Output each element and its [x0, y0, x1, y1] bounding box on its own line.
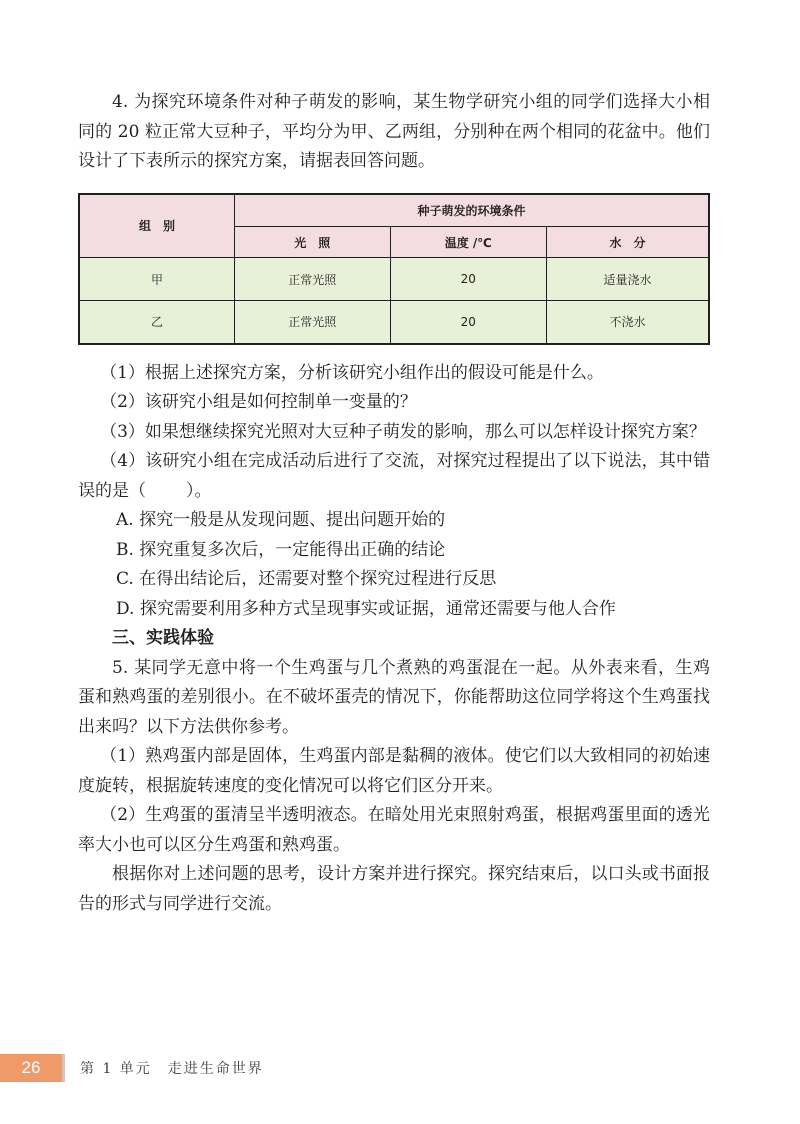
- question-5-intro: 5. 某同学无意中将一个生鸡蛋与几个煮熟的鸡蛋混在一起。从外表来看，生鸡蛋和熟鸡蛋的差别很小。在不破坏蛋壳的情况下，你能帮助这位同学将这个生鸡蛋找出来吗？以下方法供你参考。: [78, 657, 710, 737]
- table-row: [79, 258, 709, 301]
- temperature-cell: 20: [390, 301, 546, 344]
- question-4-sub-4-end: ）。: [186, 480, 212, 501]
- question-4-sub-4-text: （4）该研究小组在完成活动后进行了交流，对探究过程提出了以下说法，其中错误的是（: [78, 451, 710, 501]
- light-cell: 正常光照: [235, 301, 391, 344]
- chapter-title: 第 1 单元 走进生命世界: [80, 1061, 264, 1077]
- light-header: 光 照: [235, 227, 391, 258]
- water-cell: 适量浇水: [546, 258, 709, 301]
- group-cell: 甲: [79, 258, 235, 301]
- temperature-cell: 20: [390, 258, 546, 301]
- question-5-conclusion: 根据你对上述问题的思考，设计方案并进行探究。探究结束后，以口头或书面报告的形式与同学进行交流。: [78, 864, 710, 914]
- page-footer: [0, 1050, 800, 1084]
- question-5-method-1: （1）熟鸡蛋内部是固体，生鸡蛋内部是黏稠的液体。使它们以大致相同的初始速度旋转，根据旋转速度的变化情况可以将它们区分开来。: [78, 746, 710, 796]
- table-row: [79, 301, 709, 344]
- light-cell: 正常光照: [235, 258, 391, 301]
- question-4-sub-2: （2）该研究小组是如何控制单一变量的？: [100, 392, 417, 412]
- option-a: A. 探究一般是从发现问题、提出问题开始的: [116, 510, 446, 530]
- page-number: 26: [0, 1054, 62, 1082]
- section-title: 三、实践体验: [112, 628, 214, 648]
- question-4-intro: 4. 为探究环境条件对种子萌发的影响，某生物学研究小组的同学们选择大小相同的 20 粒正常大豆种子，平均分为甲、乙两组，分别种在两个相同的花盆中。他们设计了下表所示的探究方案，请据表回答问题。: [78, 92, 710, 171]
- temperature-header: 温度 /℃: [390, 227, 546, 258]
- question-5-method-2: （2）生鸡蛋的蛋清呈半透明液态。在暗处用光束照射鸡蛋，根据鸡蛋里面的透光率大小也可以区分生鸡蛋和熟鸡蛋。: [78, 805, 710, 855]
- water-cell: 不浇水: [546, 301, 709, 344]
- question-4-sub-3: （3）如果想继续探究光照对大豆种子萌发的影响，那么可以怎样设计探究方案？: [100, 421, 706, 442]
- option-c: C. 在得出结论后，还需要对整个探究过程进行反思: [116, 569, 497, 589]
- experiment-table: [78, 193, 710, 345]
- question-4-sub-4: [78, 447, 710, 506]
- group-header: 组 别: [79, 194, 235, 258]
- question-4-sub-1: （1）根据上述探究方案，分析该研究小组作出的假设可能是什么。: [100, 362, 604, 383]
- experiment-table-grid: [78, 193, 710, 345]
- env-conditions-header: 种子萌发的环境条件: [235, 194, 709, 227]
- water-header: 水 分: [546, 227, 709, 258]
- page-number-divider: [62, 1054, 65, 1082]
- group-cell: 乙: [79, 301, 235, 344]
- option-b: B. 探究重复多次后，一定能得出正确的结论: [116, 539, 446, 560]
- page-content: [78, 88, 710, 919]
- option-d: D. 探究需要利用多种方式呈现事实或证据，通常还需要与他人合作: [116, 598, 616, 619]
